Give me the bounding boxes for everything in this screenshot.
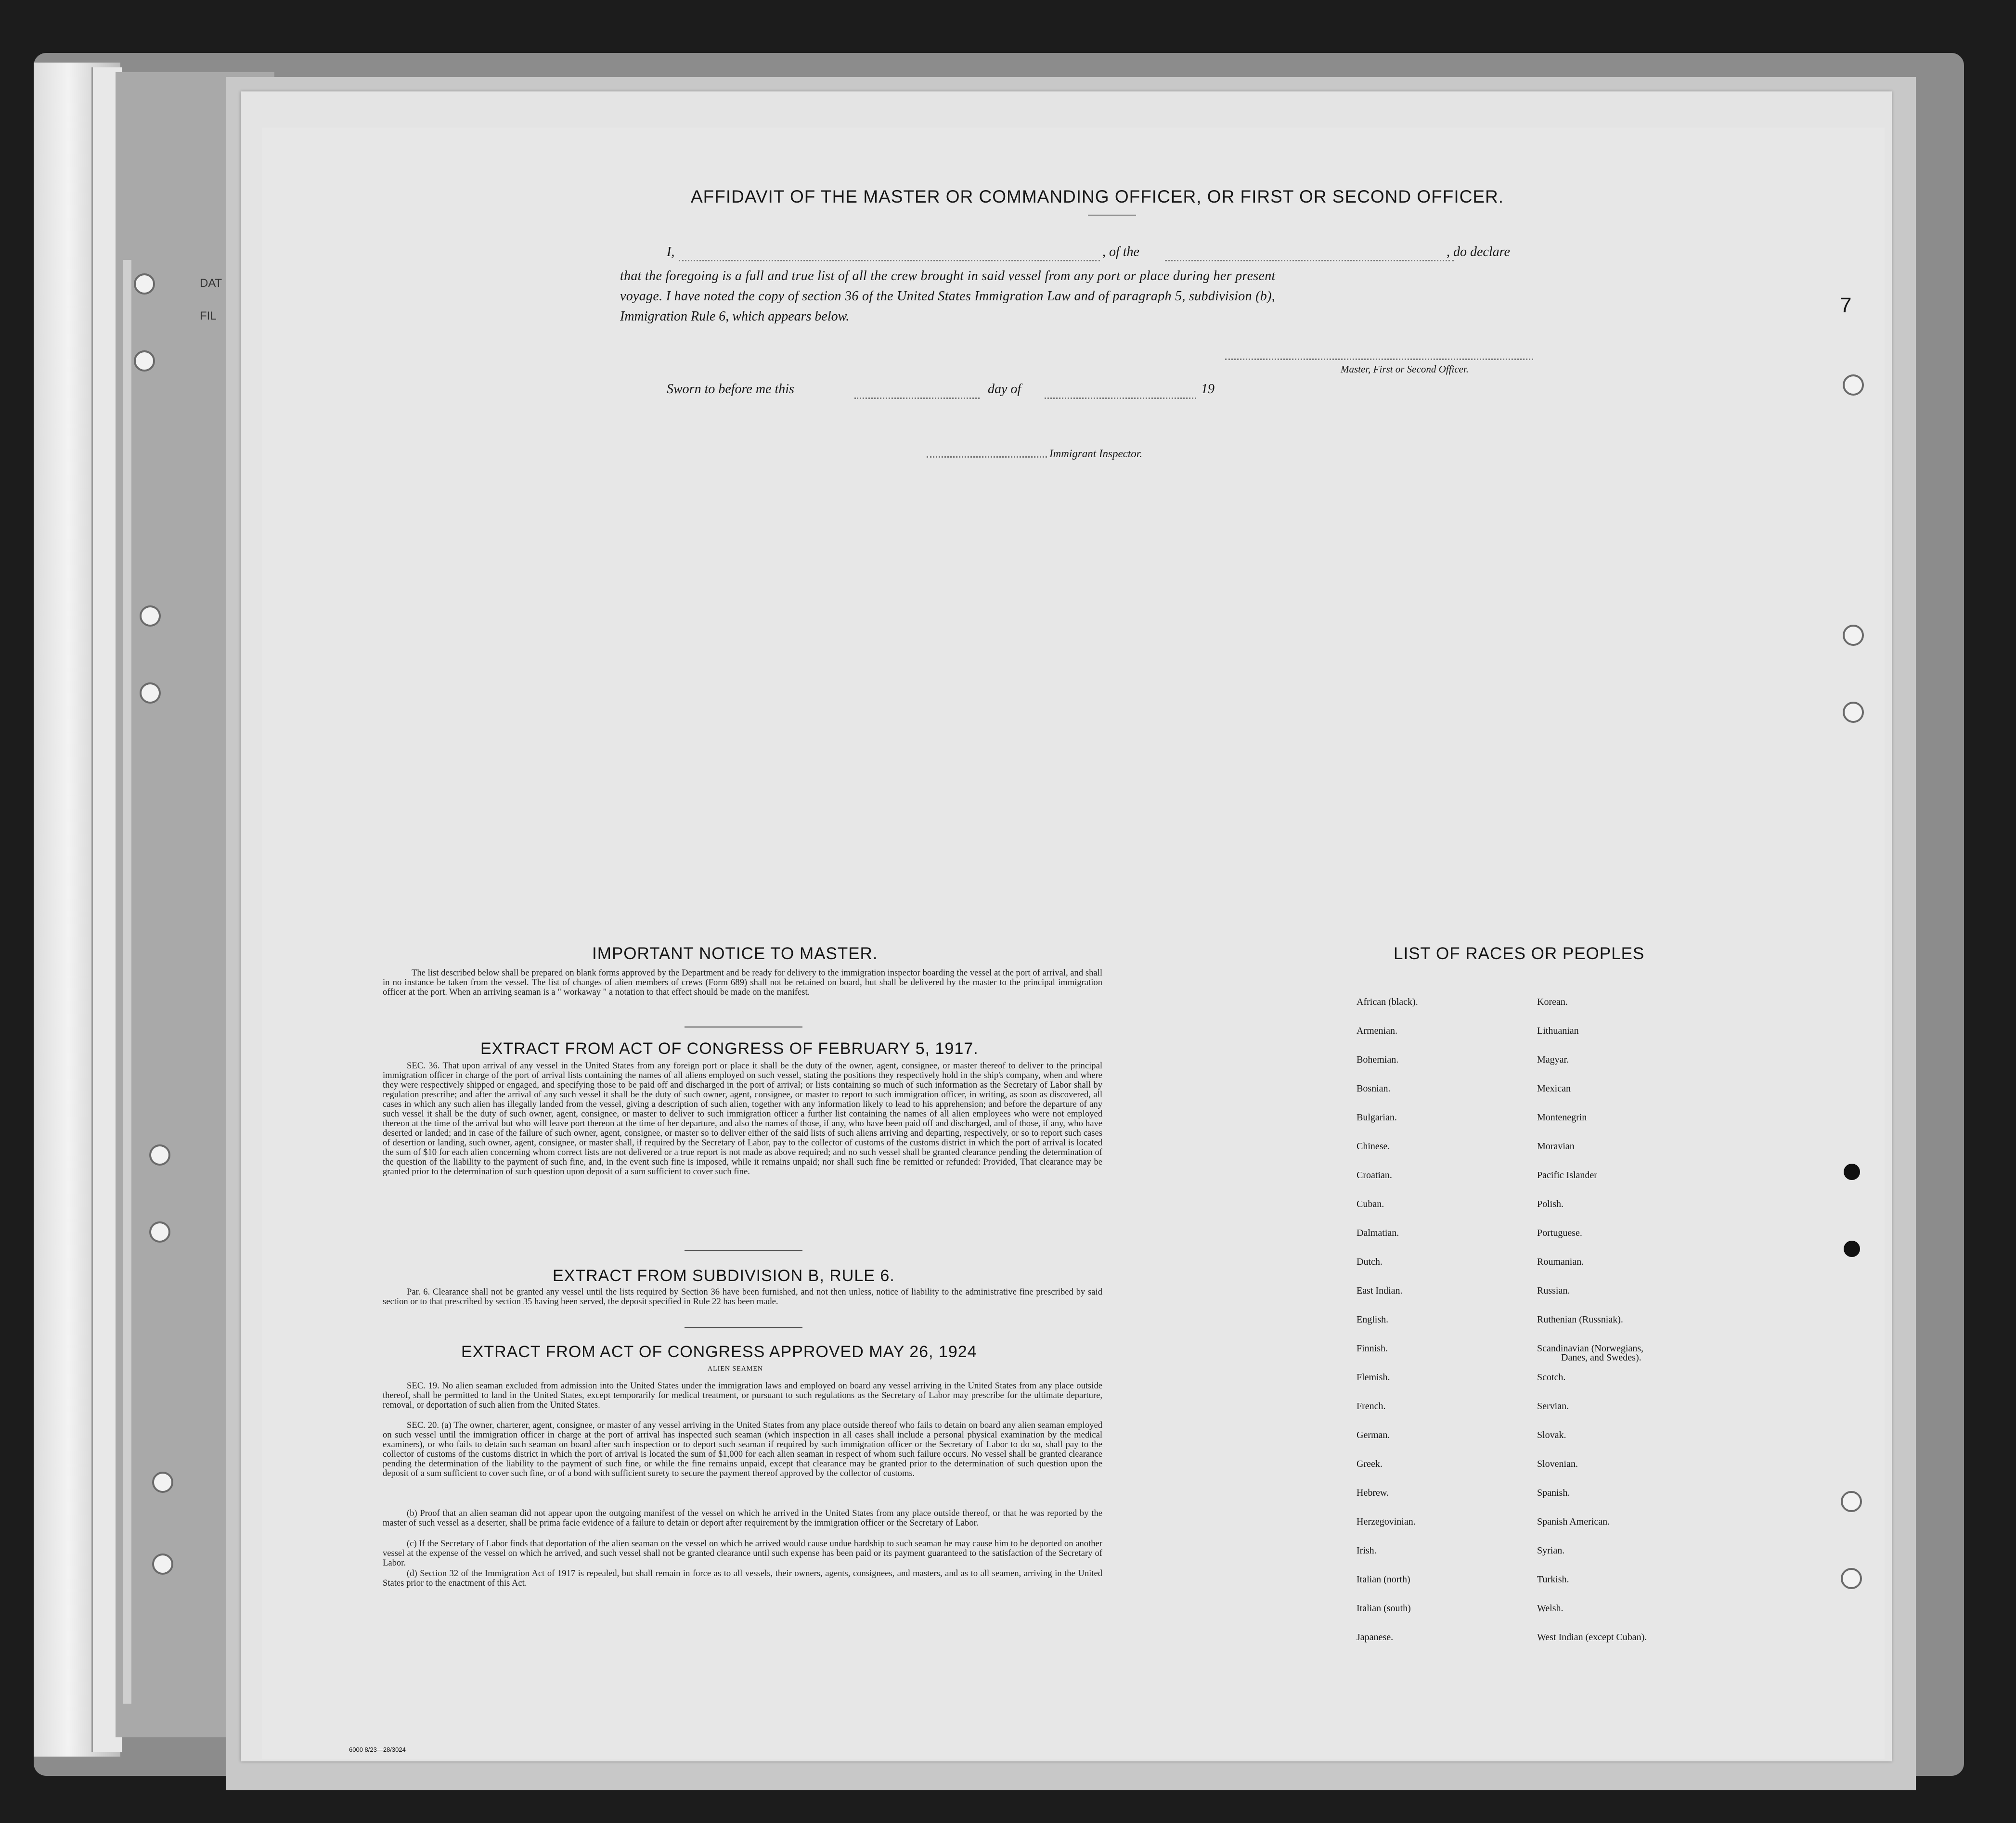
race-item: Croatian. — [1357, 1170, 1392, 1181]
underlying-page-edge — [123, 260, 131, 1704]
page-mark: 7 — [1840, 294, 1852, 317]
day-of-text: day of — [988, 382, 1021, 397]
punch-hole-icon — [152, 1553, 173, 1575]
race-item-continued: Danes, and Swedes). — [1561, 1352, 1641, 1363]
race-item: Magyar. — [1537, 1054, 1569, 1065]
extract-1917-body: SEC. 36. That upon arrival of any vessel in the United States from any foreign port or place it shall be the duty of the owner, agent, consignee, or master thereof to deliver to the principal immigration officer in charge of the port of arrival lists containing the names of all aliens employed on such vessel, stating the positions they respectively hold in the ship's company, when and where they were respectively shipped or engaged, and specifying those to be paid off and discharged in the port of arrival; or lists containing so much of such information as the Secretary of Labor shall by regulation prescribe; and after the arrival of any such vessel it shall be the duty of such owner, agent, consignee, or master to report to such immigration officer, in writing, as soon as discovered, all cases in which any such alien has illegally landed from the vessel, giving a description of such alien, together with any information likely to lead to his apprehension; and before the departure of any such vessel it shall be the duty of such owner, agent, consignee, or master to deliver to such immigration officer a further list containing the names of all alien employees who were not employed thereon at the time of the arrival but who will leave port thereon at the time of her departure, and also the names of those, if any, who have been paid off and discharged, and of those, if any, who have deserted or landed; and in case of the failure of such owner, agent, consignee, or master so to deliver either of the said lists of such aliens arriving and departing, respectively, or so to report such cases of desertion or landing, such owner, agent, consignee, or master shall, if required by the Secretary of Labor, pay to the collector of customs of the customs district in which the port of arrival is located the sum of $10 for each alien concerning whom correct lists are not delivered or a true report is not made as above required; and no such vessel shall be granted clearance pending the determination of the question of the liability to the payment of such fine, and, in the event such fine is imposed, while it remains unpaid; nor shall such fine be remitted or refunded: Provided, That clearance may be granted prior to the determination of such question upon deposit of a sum sufficient to cover such fine. — [383, 1061, 1102, 1177]
affidavit-of-the: , of the — [1102, 244, 1139, 259]
sworn-text: Sworn to before me this — [667, 382, 794, 397]
race-item: Roumanian. — [1537, 1257, 1584, 1267]
punch-hole-icon — [149, 1221, 170, 1243]
punch-hole-icon — [134, 350, 155, 372]
race-item: Spanish American. — [1537, 1516, 1610, 1527]
punch-hole-icon — [134, 273, 155, 295]
race-item: Portuguese. — [1537, 1228, 1582, 1238]
race-item: East Indian. — [1357, 1285, 1403, 1296]
race-item: Russian. — [1537, 1285, 1570, 1296]
punch-hole-icon — [149, 1144, 170, 1166]
affidavit-line4: Immigration Rule 6, which appears below. — [620, 309, 850, 324]
race-item: Polish. — [1537, 1199, 1564, 1209]
race-item: Korean. — [1537, 997, 1568, 1007]
punch-hole-icon — [1843, 374, 1864, 396]
race-item: Spanish. — [1537, 1488, 1570, 1498]
race-item: Syrian. — [1537, 1545, 1565, 1556]
margin-stamp-line2: FIL — [200, 309, 217, 322]
inspector-signature-blank[interactable] — [927, 456, 1047, 458]
race-item: Herzegovinian. — [1357, 1516, 1416, 1527]
race-item: Scotch. — [1537, 1372, 1566, 1383]
races-column-2 — [1537, 996, 1647, 1660]
race-item: Irish. — [1357, 1545, 1377, 1556]
inspector-label: Immigrant Inspector. — [1049, 448, 1142, 460]
race-item: Ruthenian (Russniak). — [1537, 1314, 1623, 1325]
race-item: Hebrew. — [1357, 1488, 1389, 1498]
race-item: Turkish. — [1537, 1574, 1569, 1585]
affidavit-declare: , do declare — [1447, 244, 1510, 259]
race-item: Pacific Islander — [1537, 1170, 1597, 1181]
subdivision-body: Par. 6. Clearance shall not be granted any vessel until the lists required by Section 36 have been furnished, and not then unless, notice of liability to the administrative fine prescribed by said section or to that prescribed by section 35 having been served, the deposit specified in Rule 22 has been made. — [383, 1287, 1102, 1307]
race-item: French. — [1357, 1401, 1386, 1412]
extract-1917-title: EXTRACT FROM ACT OF CONGRESS OF FEBRUARY 5, 1917. — [480, 1040, 979, 1058]
race-item: Japanese. — [1357, 1632, 1394, 1643]
margin-stamp-line1: DAT — [200, 277, 222, 290]
race-item: Bosnian. — [1357, 1083, 1391, 1094]
races-column-1 — [1357, 996, 1418, 1660]
title-divider — [1088, 215, 1136, 216]
races-title: LIST OF RACES OR PEOPLES — [1394, 944, 1645, 963]
race-item: African (black). — [1357, 997, 1418, 1007]
race-item: Flemish. — [1357, 1372, 1390, 1383]
race-item: Dutch. — [1357, 1257, 1383, 1267]
punch-hole-icon — [1843, 702, 1864, 723]
race-item: Dalmatian. — [1357, 1228, 1399, 1238]
notice-title: IMPORTANT NOTICE TO MASTER. — [592, 944, 878, 963]
affidavit-i: I, — [667, 244, 675, 259]
notice-body: The list described below shall be prepared on blank forms approved by the Department and be ready for delivery to the immigration inspector boarding the vessel at the port of arrival, and shall in no instance be taken from the vessel. The list of changes of alien members of crews (Form 689) shall not be retained on board, but shall be delivered by the master to the principal immigration officer at the port. When an arriving seaman is a " workaway " a notation to that effect should be made on the manifest. — [383, 968, 1102, 997]
section-20c: (c) If the Secretary of Labor finds that deportation of the alien seaman on the vessel on which he arrived would cause undue hardship to such seaman he may cause him to be deported on another vessel at the expense of the vessel on which he arrived, and such vessel shall not be granted clearance until such expense has been paid or its payment guaranteed to the satisfaction of the Secretary of Labor. — [383, 1539, 1102, 1568]
affidavit-line3: voyage. I have noted the copy of section 36 of the United States Immigration Law and of paragraph 5, subdivision (b), — [620, 289, 1276, 304]
punch-hole-icon — [1843, 625, 1864, 646]
section-20d: (d) Section 32 of the Immigration Act of 1917 is repealed, but shall remain in force as to all vessels, their owners, agents, consignees, and masters, and as to all seamen, arriving in the United States prior to the enactment of this Act. — [383, 1568, 1102, 1588]
form-number: 6000 8/23—28/3024 — [349, 1746, 406, 1753]
race-item: Cuban. — [1357, 1199, 1384, 1209]
punch-hole-icon — [1844, 1164, 1860, 1180]
race-item: German. — [1357, 1430, 1390, 1440]
race-item: Slovak. — [1537, 1430, 1566, 1440]
race-item: Servian. — [1537, 1401, 1569, 1412]
race-item: Moravian — [1537, 1141, 1575, 1152]
punch-hole-icon — [140, 605, 161, 627]
divider — [685, 1250, 802, 1251]
extract-1924-subtitle: ALIEN SEAMEN — [708, 1365, 763, 1373]
section-20b: (b) Proof that an alien seaman did not appear upon the outgoing manifest of the vessel on which he arrived in the United States from any place outside thereof, or that he was reported by the master of such vessel as a deserter, shall be prima facie evidence of a failure to detain or deport after requirement by the immigration officer or the Secretary of Labor. — [383, 1508, 1102, 1528]
year-prefix: 19 — [1201, 382, 1215, 397]
punch-hole-icon — [152, 1472, 173, 1493]
race-item: Montenegrin — [1537, 1112, 1587, 1123]
race-item: Lithuanian — [1537, 1026, 1579, 1036]
section-20a: SEC. 20. (a) The owner, charterer, agent, consignee, or master of any vessel arriving in the United States from any place outside thereof who fails to detain on board any alien seaman employed on such vessel until the immigration officer in charge at the port of arrival has inspected such seaman (which inspection in all cases shall include a personal physical examination by the medical examiners), or who fails to detain such seaman on board after such inspection or to deport such seaman if required by such immigration officer or the Secretary of Labor to do so, shall pay to the collector of customs of the customs district in which the port of arrival is located the sum of $1,000 for each alien seaman in respect of whom such failure occurs. No vessel shall be granted clearance pending the determination of the liability to the payment of such fine, or while the fine remains unpaid, except that clearance may be granted prior to the determination of such question upon the deposit of a sum sufficient to cover such fine, or of a bond with sufficient surety to secure the payment thereof approved by the collector of customs. — [383, 1420, 1102, 1478]
name-blank[interactable] — [679, 260, 1100, 261]
master-label: Master, First or Second Officer. — [1341, 363, 1469, 375]
divider — [685, 1327, 802, 1328]
race-item: Finnish. — [1357, 1343, 1388, 1354]
race-item: Mexican — [1537, 1083, 1571, 1094]
race-item: Slovenian. — [1537, 1459, 1578, 1469]
punch-hole-icon — [1844, 1241, 1860, 1257]
sworn-month-blank[interactable] — [1045, 398, 1196, 399]
section-19: SEC. 19. No alien seaman excluded from admission into the United States under the immigration laws and employed on board any vessel arriving in the United States from any place outside thereof, shall be permitted to land in the United States, except temporarily for medical treatment, or pursuant to such regulations as the Secretary of Labor may prescribe for the ultimate departure, removal, or deportation of such alien from the United States. — [383, 1381, 1102, 1410]
subdivision-title: EXTRACT FROM SUBDIVISION B, RULE 6. — [553, 1267, 895, 1285]
punch-hole-icon — [140, 682, 161, 704]
race-item: Italian (south) — [1357, 1603, 1411, 1614]
race-item: Bohemian. — [1357, 1054, 1399, 1065]
margin-stamp — [200, 267, 222, 333]
race-item: English. — [1357, 1314, 1389, 1325]
race-item: Chinese. — [1357, 1141, 1390, 1152]
race-item: Greek. — [1357, 1459, 1383, 1469]
race-item: Italian (north) — [1357, 1574, 1410, 1585]
race-item: Scandinavian (Norwegians, — [1537, 1343, 1644, 1354]
punch-hole-icon — [1841, 1491, 1862, 1512]
extract-1924-title: EXTRACT FROM ACT OF CONGRESS APPROVED MAY 26, 1924 — [461, 1343, 977, 1361]
affidavit-line2: that the foregoing is a full and true list of all the crew brought in said vessel from any port or place during her present — [620, 269, 1276, 283]
vessel-blank[interactable] — [1165, 260, 1454, 261]
sworn-day-blank[interactable] — [854, 398, 980, 399]
race-item: Armenian. — [1357, 1026, 1397, 1036]
race-item: Bulgarian. — [1357, 1112, 1397, 1123]
affidavit-title: AFFIDAVIT OF THE MASTER OR COMMANDING OFFICER, OR FIRST OR SECOND OFFICER. — [691, 187, 1504, 206]
master-signature-blank[interactable] — [1225, 359, 1533, 360]
race-item: West Indian (except Cuban). — [1537, 1632, 1647, 1643]
race-item: Welsh. — [1537, 1603, 1564, 1614]
punch-hole-icon — [1841, 1568, 1862, 1589]
